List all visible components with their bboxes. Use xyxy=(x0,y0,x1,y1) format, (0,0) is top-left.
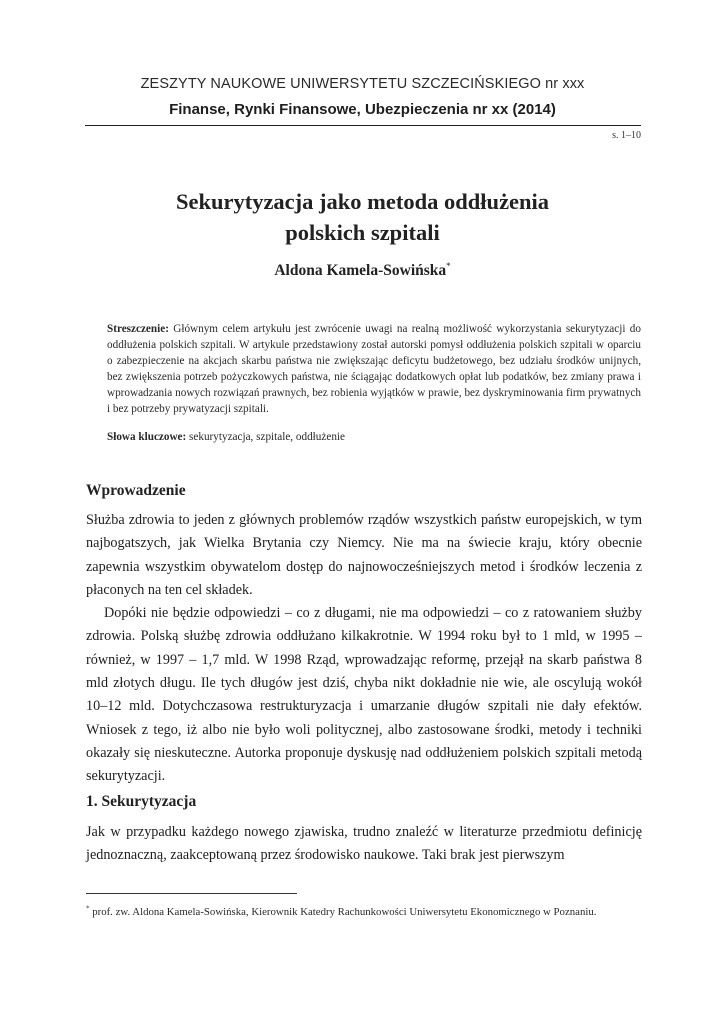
paragraph: Dopóki nie będzie odpowiedzi – co z długami, nie ma odpowiedzi – co z ratowaniem służby zdrowia. Polską służbę zdrowia oddłużano kilkakrotnie. W 1994 roku był to 1 mld, w 1995 – również, w 1997 – 1,7 mld. W 1998 Rząd, wprowadzając reformę, przejął na skarb państwa 8 mld złotych długu. Ile tych długów jest dziś, chyba nikt dokładnie nie wie, ale oscylują wokół 10–12 mld. Dotychczasowa restrukturyzacja i umarzanie długów szpitali nie dały efektów. Wniosek z tego, iż albo nie było woli politycznej, albo zastosowane środki, metody i techniki okazały się nieskuteczne. Autorka proponuje dyskusję nad oddłużeniem polskich szpitali metodą sekurytyzacji. xyxy=(86,605,642,785)
footnote-rule xyxy=(86,893,297,894)
title-line-2: polskich szpitali xyxy=(285,220,440,245)
footnote-mark: * xyxy=(86,904,90,913)
paragraph: Jak w przypadku każdego nowego zjawiska, trudno znaleźć w literaturze przedmiotu definicję jednoznaczną, zaakceptowaną przez środowisko naukowe. Taki brak jest pierwszym xyxy=(86,824,642,864)
author-footnote-mark: * xyxy=(446,260,451,271)
intro-body xyxy=(86,509,642,789)
author-text: Aldona Kamela-Sowińska xyxy=(274,262,447,279)
keywords-text: sekurytyzacja, szpitale, oddłużenie xyxy=(186,431,345,443)
keywords xyxy=(107,429,641,445)
article-title xyxy=(0,186,725,248)
abstract-text: Głównym celem artykułu jest zwrócenie uwagi na realną możliwość wykorzystania sekurytyzacji do oddłużenia polskich szpitali. W artykule przedstawiony został autorski pomysł oddłużenia polskich szpitali w oparciu o zabezpieczenie na akcjach skarbu państwa nie zwiększając deficytu budżetowego, bez udziału środków unijnych, bez zwiększenia potrzeb pożyczkowych państwa, nie ściągając dodatkowych opłat lub podatków, bez zmiany prawa i wprowadzania nowych rozwiązań prawnych, bez robienia wyjątków w prawie, bez dyskryminowania firm prywatnych i bez potrzeby prywatyzacji szpitali. xyxy=(107,323,641,415)
header-rule xyxy=(85,125,641,126)
abstract xyxy=(107,321,641,417)
abstract-label: Streszczenie: xyxy=(107,323,169,335)
section-1-body xyxy=(86,821,642,868)
keywords-label: Słowa kluczowe: xyxy=(107,431,187,443)
footnote-text: prof. zw. Aldona Kamela-Sowińska, Kierownik Katedry Rachunkowości Uniwersytetu Ekonomicznego w Poznaniu. xyxy=(89,906,597,918)
page-range: s. 1–10 xyxy=(612,130,641,141)
journal-name: ZESZYTY NAUKOWE UNIWERSYTETU SZCZECIŃSKIEGO nr xxx xyxy=(140,76,585,92)
section-heading-intro: Wprowadzenie xyxy=(86,482,186,499)
paragraph: Służba zdrowia to jeden z głównych problemów rządów wszystkich państw europejskich, w tym najbogatszych, jak Wielka Brytania czy Niemcy. Nie ma na świecie kraju, który obecnie zapewnia wszystkim obywatelom dostęp do najnowocześniejszych metod i środków leczenia z płaconych na ten cel składek. xyxy=(86,512,642,598)
footnote xyxy=(86,905,642,920)
title-line-1: Sekurytyzacja jako metoda oddłużenia xyxy=(175,189,550,214)
journal-series: Finanse, Rynki Finansowe, Ubezpieczenia nr xx (2014) xyxy=(169,101,556,118)
section-heading-1: 1. Sekurytyzacja xyxy=(86,793,197,810)
author-name xyxy=(0,262,725,280)
